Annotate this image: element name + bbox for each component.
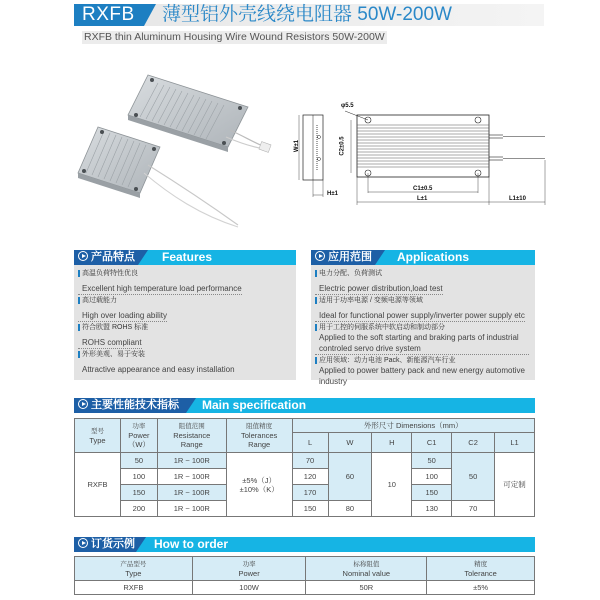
cell-C1: 130 xyxy=(412,501,452,517)
applications-box xyxy=(311,265,535,386)
col-C1: C1 xyxy=(412,433,452,453)
cell-range: 1R ~ 100R xyxy=(157,485,226,501)
cell-power: 200 xyxy=(120,501,157,517)
subtitle: RXFB thin Aluminum Housing Wire Wound Resistors 50W-200W xyxy=(84,31,385,43)
applications-header-cn: 应用范围 xyxy=(328,251,372,263)
application-item xyxy=(315,356,531,389)
col-L: L xyxy=(292,433,328,453)
cell-C1: 100 xyxy=(412,469,452,485)
spec-table xyxy=(74,418,535,517)
application-cn: 用于工控的伺服系统中软启动和制动部分 xyxy=(315,323,531,332)
application-item xyxy=(315,296,531,323)
cell-range: 1R ~ 100R xyxy=(157,453,226,469)
cell-W: 60 xyxy=(328,453,372,501)
col-W: W xyxy=(328,433,372,453)
cell-C1: 150 xyxy=(412,485,452,501)
hole-diameter-label: φ5.5 xyxy=(341,103,354,109)
play-circle-icon xyxy=(78,538,88,548)
order-header-cn-tab xyxy=(74,537,136,552)
application-en: Applied to power battery pack and new energy automotive industry xyxy=(319,366,525,386)
cell-power: 50 xyxy=(120,453,157,469)
col-tolerance: 阻值精度 Tolerances Range xyxy=(226,419,292,453)
order-col-type: 产品型号 Type xyxy=(75,557,193,581)
application-en: Electric power distribution,load test xyxy=(315,283,443,295)
col-L1: L1 xyxy=(495,433,535,453)
feature-item xyxy=(78,323,292,350)
cell-C2: 70 xyxy=(452,501,495,517)
application-en: Applied to the soft starting and braking parts of industrial controled servo drive system xyxy=(315,332,529,355)
feature-en: Attractive appearance and easy installation xyxy=(82,365,235,374)
feature-cn: 外形美观、易于安装 xyxy=(78,350,292,359)
play-circle-icon xyxy=(78,399,88,409)
col-type: 型号 Type xyxy=(75,419,121,453)
order-nominal-value: 50R xyxy=(306,581,427,595)
cell-L1: 可定制 xyxy=(495,453,535,517)
length-label: L±1 xyxy=(417,196,428,202)
features-header-cn: 产品特点 xyxy=(91,251,135,263)
applications-header-cn-tab xyxy=(311,250,375,265)
col-power: 功率 Power （W） xyxy=(120,419,157,453)
spec-header xyxy=(74,398,535,413)
order-col-power: 功率 Power xyxy=(192,557,306,581)
cell-C2: 50 xyxy=(452,453,495,501)
table-row xyxy=(75,501,535,517)
order-tolerance-value: ±5% xyxy=(427,581,535,595)
applications-header xyxy=(311,250,535,265)
feature-cn: 高过载能力 xyxy=(78,296,292,305)
cell-L: 150 xyxy=(292,501,328,517)
cell-range: 1R ~ 100R xyxy=(157,501,226,517)
c1-label: C1±0.5 xyxy=(413,186,433,192)
table-row xyxy=(75,581,535,595)
feature-en: Excellent high temperature load performance xyxy=(78,283,242,295)
spec-header-cn: 主要性能技术指标 xyxy=(91,399,179,411)
application-item xyxy=(315,323,531,356)
col-C2: C2 xyxy=(452,433,495,453)
height-label: H±1 xyxy=(327,191,338,197)
model-title: RXFB xyxy=(74,4,144,26)
order-type-value: RXFB xyxy=(75,581,193,595)
c2-label: C2±0.5 xyxy=(339,136,346,156)
feature-en: ROHS compliant xyxy=(78,337,142,349)
lead-length-label: L1±10 xyxy=(509,196,526,202)
cell-L: 170 xyxy=(292,485,328,501)
play-circle-icon xyxy=(78,251,88,261)
cell-range: 1R ~ 100R xyxy=(157,469,226,485)
col-H: H xyxy=(372,433,412,453)
order-table xyxy=(74,556,535,595)
resistor-large-image xyxy=(128,75,271,152)
order-col-tolerance: 精度 Tolerance xyxy=(427,557,535,581)
feature-item xyxy=(78,296,292,323)
features-box xyxy=(74,265,296,380)
col-dimensions: 外形尺寸 Dimensions（mm） xyxy=(292,419,534,433)
feature-cn: 高温负荷特性优良 xyxy=(78,269,292,278)
dimension-drawing xyxy=(295,95,560,215)
feature-en: High over loading ability xyxy=(78,310,167,322)
cell-C1: 50 xyxy=(412,453,452,469)
cell-power: 150 xyxy=(120,485,157,501)
table-row xyxy=(75,453,535,469)
order-header-en: How to order xyxy=(154,537,228,551)
order-power-value: 100W xyxy=(192,581,306,595)
product-photo xyxy=(70,55,285,235)
cell-L: 70 xyxy=(292,453,328,469)
features-header-cn-tab xyxy=(74,250,138,265)
feature-item xyxy=(78,269,292,296)
play-circle-icon xyxy=(315,251,325,261)
width-label: W±1 xyxy=(294,139,301,153)
application-cn: 电力分配、负荷测试 xyxy=(315,269,531,278)
cell-L: 120 xyxy=(292,469,328,485)
feature-cn: 符合欧盟 ROHS 标准 xyxy=(78,323,292,332)
spec-header-en: Main specification xyxy=(202,398,307,412)
application-cn: 适用于功率电源 / 变频电源等领域 xyxy=(315,296,531,305)
features-header-en: Features xyxy=(162,250,213,264)
application-cn: 应用领域：动力电池 Pack、新能源汽车行业 xyxy=(315,356,531,365)
cell-H: 10 xyxy=(372,453,412,517)
cell-W: 80 xyxy=(328,501,372,517)
col-resistance-range: 阻值范围 Resistance Range xyxy=(157,419,226,453)
application-item xyxy=(315,269,531,296)
application-en: Ideal for functional power supply/inverter power supply etc xyxy=(315,310,525,322)
cell-type: RXFB xyxy=(75,453,121,517)
feature-item xyxy=(78,350,292,377)
cell-tolerance: ±5%（J） ±10%（K） xyxy=(226,453,292,517)
title-chinese: 薄型铝外壳线绕电阻器 50W-200W xyxy=(162,4,452,25)
features-header xyxy=(74,250,296,265)
order-col-nominal: 标称阻值 Nominal value xyxy=(306,557,427,581)
cell-power: 100 xyxy=(120,469,157,485)
spec-header-cn-tab xyxy=(74,398,186,413)
applications-header-en: Applications xyxy=(397,250,470,264)
order-header-cn: 订货示例 xyxy=(91,538,135,550)
order-header xyxy=(74,537,535,552)
